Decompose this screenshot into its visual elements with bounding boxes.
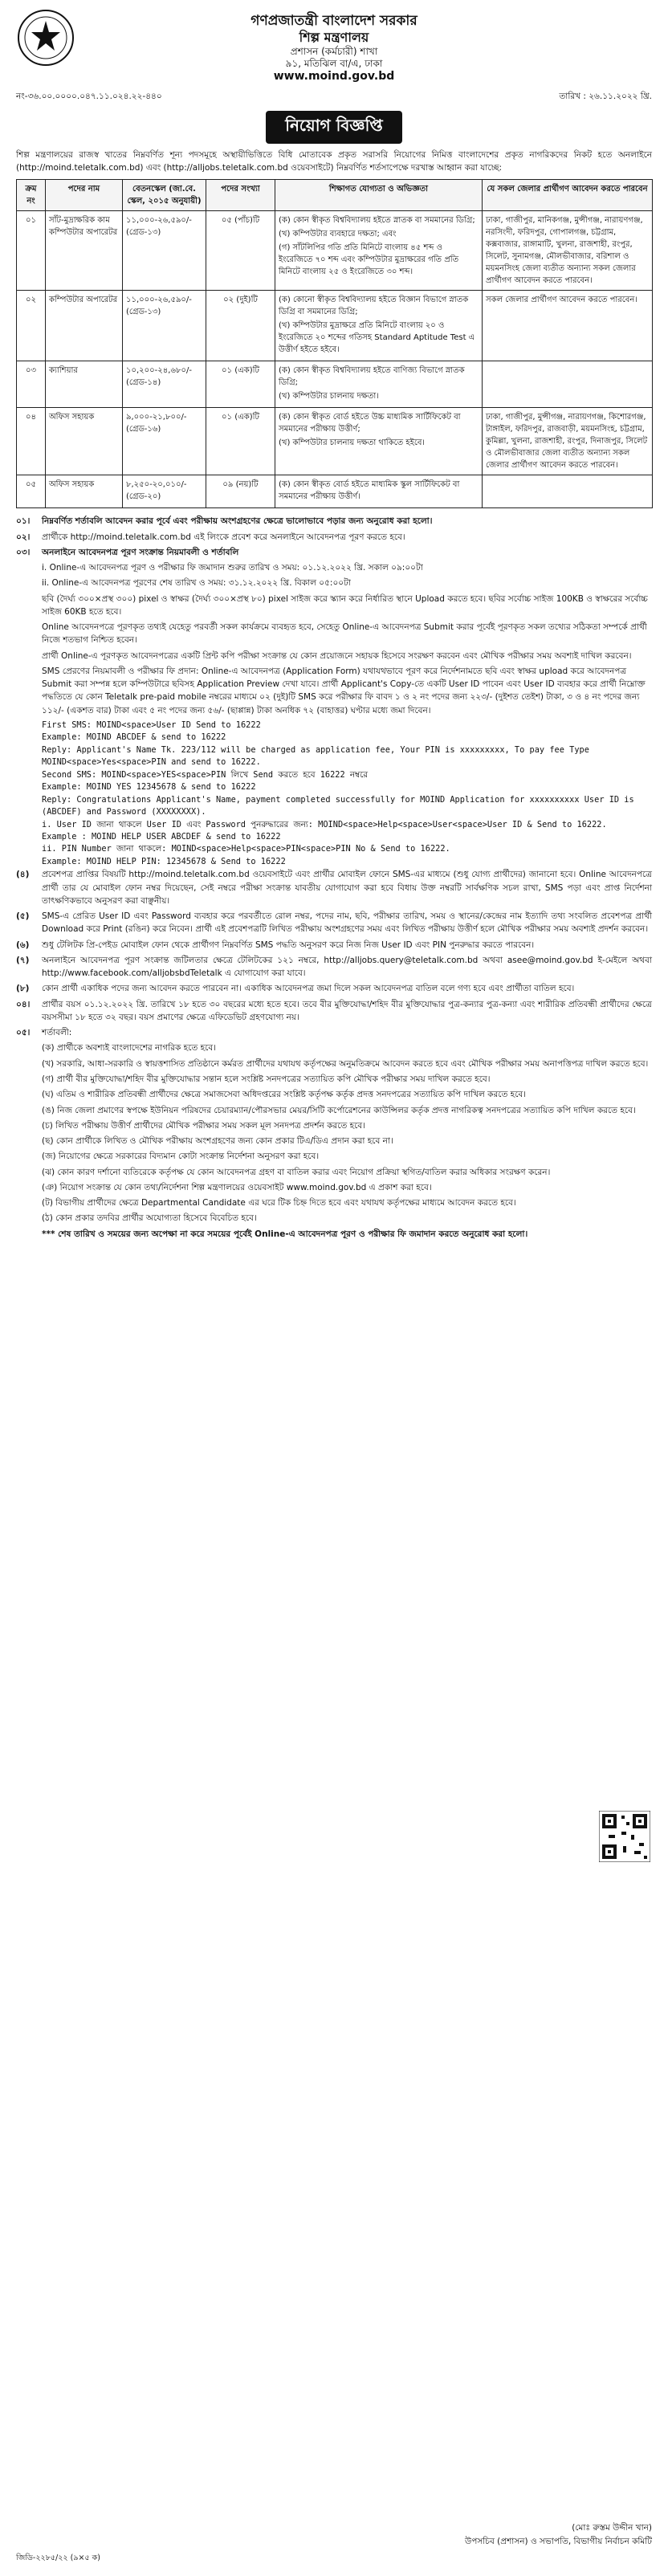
instruction-item: i. Online-এ আবেদনপত্র পূরণ ও পরীক্ষার ফি জমাদান শুরুর তারিখ ও সময়: ০১.১২.২০২২ খ্রি. সকাল ০৯:০০টা xyxy=(42,563,423,573)
qualification-item: (খ) কম্পিউটার চালনায় দক্ষতা থাকিতে হইবে। xyxy=(279,438,425,448)
sms-example: Example: MOIND YES 12345678 & send to 16222 xyxy=(42,782,256,793)
term-item: (গ) প্রার্থী বীর মুক্তিযোদ্ধা/শহিদ বীর মুক্তিযোদ্ধার সন্তান হলে সংশ্লিষ্ট সনদপত্রের সত্যায়িত কপি মৌখিক পরীক্ষার সময় দাখিল করতে হবে। xyxy=(42,1074,491,1084)
qualification-item: (ক) কোন স্বীকৃত বোর্ড হইতে মাধ্যমিক স্কুল সার্টিফিকেট বা সমমানের পরীক্ষায় উত্তীর্ণ। xyxy=(279,480,460,502)
qualification-item: (ক) কোন স্বীকৃত বিশ্ববিদ্যালয় হইতে স্নাতক বা সমমানের ডিগ্রি; xyxy=(279,216,475,226)
eligible-districts-cell xyxy=(483,361,653,408)
website-link[interactable]: www.moind.gov.bd xyxy=(273,70,395,84)
sms-example: Example : MOIND HELP USER ABCDEF & send to 16222 xyxy=(42,831,281,842)
item-text: শুধু টেলিটক প্রি-পেইড মোবাইল ফোন থেকে প্রার্থীগণ নিম্নবর্ণিত SMS পদ্ধতি অনুসরণ করে নিজ নিজ User ID এবং PIN পুনরুদ্ধার করতে পারবেন। xyxy=(42,940,535,950)
item-number: ০৫। xyxy=(16,1028,31,1038)
condition-row xyxy=(16,1026,652,1039)
item-number: (৪) xyxy=(16,870,30,880)
column-header: বেতনস্কেল (জা.বে. স্কেল, ২০১৫ অনুযায়ী) xyxy=(123,180,206,211)
section-number: ০৩। xyxy=(16,547,31,557)
condition-row xyxy=(16,998,652,1025)
note-row xyxy=(16,982,652,995)
branch-name: প্রশাসন (কর্মচারী) শাখা xyxy=(290,46,378,58)
note-row xyxy=(16,954,652,980)
instruction-item: ii. Online-এ আবেদনপত্র পূরণের শেষ তারিখ ও সময়: ৩১.১২.২০২২ খ্রি. বিকাল ০৫:০০টা xyxy=(42,578,351,589)
term-item: (খ) সরকারি, আধা-সরকারি ও স্বায়ত্তশাসিত প্রতিষ্ঠানে কর্মরত প্রার্থীদের যথাযথ কর্তৃপক্ষের অনুমতিক্রমে আবেদন করতে হবে এবং মৌখিক পরীক্ষার সময় অনাপত্তিপত্র দাখিল করতে হবে। xyxy=(42,1058,649,1069)
signatory-name: (মোঃ রুস্তম উদ্দীন খান) xyxy=(572,2523,652,2533)
qualification-item: (ক) কোনো স্বীকৃত বিশ্ববিদ্যালয় হইতে বিজ্ঞান বিভাগে স্নাতক ডিগ্রি বা সমমানের ডিগ্রি; xyxy=(279,296,469,317)
notice-title xyxy=(16,111,652,144)
address: ৯১, মতিঝিল বা/এ, ঢাকা xyxy=(285,58,383,70)
note-row xyxy=(16,939,652,952)
serial-cell: ০১ xyxy=(17,211,46,291)
term-item: (ছ) কোন প্রার্থীকে লিখিত ও মৌখিক পরীক্ষায় অংশগ্রহণের জন্য কোন প্রকার টিএ/ডিএ প্রদান করা হবে না। xyxy=(42,1136,393,1147)
term-item: (চ) লিখিত পরীক্ষায় উত্তীর্ণ প্রার্থীদের মৌখিক পরীক্ষার সময় সকল মূল সনদপত্র প্রদর্শন করতে হবে। xyxy=(42,1120,365,1131)
notice-date: তারিখ : ২৬.১১.২০২২ খ্রি. xyxy=(559,91,652,101)
qualification-item: (ক) কোন স্বীকৃত বোর্ড হইতে উচ্চ মাধ্যমিক সার্টিফিকেট বা সমমানের পরীক্ষায় উত্তীর্ণ; xyxy=(279,413,461,434)
section-row xyxy=(16,515,652,528)
sms-example: Reply: Congratulations Applicant's Name, payment completed successfully for MOIND Application for xxxxxxxxxx User ID is (ABCDEF) and Password (XXXXXXXX). xyxy=(42,794,634,817)
item-text: শর্তাবলী: xyxy=(42,1028,72,1038)
item-text: কোন প্রার্থী একাধিক পদের জন্য আবেদন করতে পারবেন না। একাধিক আবেদনপত্র জমা দিলে সকল আবেদনপত্র বাতিল বলে গণ্য হবে এবং প্রার্থীতা বাতিল হবে। xyxy=(42,984,575,994)
instruction-item: SMS প্রেরণের নিয়মাবলী ও পরীক্ষার ফি প্রদান: Online-এ আবেদনপত্র (Application Form) যথাযথভাবে পূরণ করে নির্দেশনামতে ছবি এবং স্বাক্ষর upload করে আবেদনপত্র Submit করা সম্পন্ন হলে কম্পিউটারে ছবিসহ Application Preview দেখা যাবে। প্রার্থী Applicant's Copy-তে একটি User ID পাবেন এবং User ID ব্যবহার করে প্রার্থী নিম্নোক্ত পদ্ধতিতে যে কোন Teletalk pre-paid mobile নম্বরের মাধ্যমে ০২ (দুই)টি SMS করে পরীক্ষার ফি বাবদ ১ ও ২ নং পদের জন্য ২২৩/- (দুইশত তেইশ) টাকা, ৩ ও ৪ নং পদের জন্য ১১২/- (একশত বার) টাকা এবং ৫ নং পদের জন্য ৫৬/- (ছাপ্পান্ন) টাকা অনধিক ৭২ (বাহাত্তর) ঘণ্টার মধ্যে জমা দিবেন। xyxy=(42,666,646,715)
signature-block xyxy=(16,2522,652,2550)
section-number: ০২। xyxy=(16,532,31,542)
sms-example: i. User ID জানা থাকলে User ID এবং Password পুনরুদ্ধারের জন্য: MOIND<space>Help<space>User<space>User ID & Send to 16222. xyxy=(42,819,607,829)
section-text: অনলাইনে আবেদনপত্র পূরণ সংক্রান্ত নিয়মাবলী ও শর্তাবলি xyxy=(42,547,239,557)
section-row xyxy=(16,531,652,544)
term-item: (ঙ) নিজ জেলা প্রমাণের স্বপক্ষে ইউনিয়ন পরিষদের চেয়ারম্যান/পৌরসভার মেয়র/সিটি কর্পোরেশনের কাউন্সিলর কর্তৃক প্রদত্ত নাগরিকত্ব সনদপত্রের সত্যায়িত কপি দাখিল করতে হবে। xyxy=(42,1105,636,1115)
pay-scale-cell: ৮,২৫০-২০,০১০/- (গ্রেড-২০) xyxy=(123,475,206,508)
qualification-item: (খ) কম্পিউটার চালনায় দক্ষতা। xyxy=(279,392,379,401)
serial-cell: ০২ xyxy=(17,291,46,361)
serial-cell: ০৪ xyxy=(17,408,46,475)
qualification-cell xyxy=(275,291,483,361)
post-count-cell: ০১ (এক)টি xyxy=(206,408,275,475)
table-row xyxy=(17,211,653,291)
pay-scale-cell: ১০,২০০-২৪,৬৮০/- (গ্রেড-১৪) xyxy=(123,361,206,408)
instructions-section xyxy=(16,515,652,1241)
item-text: অনলাইনে আবেদনপত্র পূরণ সংক্রান্ত জটিলতার ক্ষেত্রে টেলিটকের ১২১ নম্বরে, http://alljobs.query@teletalk.com.bd অথবা asee@moind.gov.bd ই-মেইলে অথবা http://www.facebook.com/alljobsbdTeletalk এ যোগাযোগ করা যাবে। xyxy=(42,955,652,979)
table-row xyxy=(17,291,653,361)
section-number: ০১। xyxy=(16,516,31,527)
term-item: (ট) বিভাগীয় প্রার্থীদের ক্ষেত্রে Departmental Candidate এর ঘরে টিক চিহ্ন দিতে হবে এবং যথাযথ কর্তৃপক্ষের মাধ্যমে আবেদন করতে হবে। xyxy=(42,1198,516,1209)
sms-example: Second SMS: MOIND<space>YES<space>PIN লিখে Send করতে হবে 16222 নম্বরে xyxy=(42,769,368,780)
post-name-cell: অফিস সহায়ক xyxy=(46,408,123,475)
qualification-cell xyxy=(275,211,483,291)
instruction-item: Online আবেদনপত্রে পূরণকৃত তথ্যই যেহেতু পরবর্তী সকল কার্যক্রমে ব্যবহৃত হবে, সেহেতু Online-এ আবেদনপত্র Submit করার পূর্বেই পূরণকৃত সকল তথ্যের সঠিকতা সম্পর্কে প্রার্থী নিজে শতভাগ নিশ্চিত হবেন। xyxy=(42,622,647,646)
item-number: (৮) xyxy=(16,984,30,994)
note-row xyxy=(16,910,652,936)
column-header: যে সকল জেলার প্রার্থীগণ আবেদন করতে পারবেন xyxy=(483,180,653,211)
column-header: ক্রম নং xyxy=(17,180,46,211)
column-header: পদের সংখ্যা xyxy=(206,180,275,211)
item-text: প্রবেশপত্র প্রাপ্তির বিষয়টি http://moind.teletalk.com.bd ওয়েবসাইটে এবং প্রার্থীর মোবাইল ফোনে SMS-এর মাধ্যমে (শুধু যোগ্য প্রার্থীদের) জানানো হবে। Online আবেদনপত্রে প্রার্থী তার যে মোবাইল ফোন নম্বর দিয়েছেন, সেই নম্বরে পরীক্ষা সংক্রান্ত যাবতীয় যোগাযোগ করা হবে বিধায় উক্ত নম্বরটি সার্বক্ষণিক সচল রাখা, SMS পড়া এবং প্রাপ্ত নির্দেশনা তাৎক্ষণিকভাবে অনুসরণ করা বাঞ্ছনীয়। xyxy=(42,870,652,906)
term-item: (ঘ) এতিম ও শারীরিক প্রতিবন্ধী প্রার্থীদের ক্ষেত্রে সমাজসেবা অধিদপ্তরের সংশ্লিষ্ট কর্তৃপক্ষ কর্তৃক প্রদত্ত সনদপত্রের সত্যায়িত কপি দাখিল করতে হবে। xyxy=(42,1090,527,1100)
qualification-cell xyxy=(275,361,483,408)
terms-list xyxy=(16,1041,652,1225)
qualification-cell xyxy=(275,475,483,508)
notice-header xyxy=(16,13,652,84)
notice-title-text: নিয়োগ বিজ্ঞপ্তি xyxy=(266,111,402,144)
qr-code-icon xyxy=(599,1811,650,1862)
final-note: *** শেষ তারিখ ও সময়ের জন্য অপেক্ষা না করে সময়ের পূর্বেই Online-এ আবেদনপত্র পূরণ ও পরীক্ষার ফি জমাদান করতে অনুরোধ করা হলো। xyxy=(42,1229,528,1239)
term-item: (ঝ) কোন কারণ দর্শানো ব্যতিরেকে কর্তৃপক্ষ যে কোন আবেদনপত্র গ্রহণ বা বাতিল করার এবং নিয়োগ প্রক্রিয়া স্থগিত/বাতিল করার অধিকার সংরক্ষণ করেন। xyxy=(42,1167,551,1177)
term-item: (ক) প্রার্থীকে অবশ্যই বাংলাদেশের নাগরিক হতে হবে। xyxy=(42,1043,216,1054)
pay-scale-cell: ১১,০০০-২৬,৫৯০/- (গ্রেড-১৩) xyxy=(123,291,206,361)
qualification-cell xyxy=(275,408,483,475)
item-number: (৬) xyxy=(16,940,30,950)
eligible-districts-cell xyxy=(483,475,653,508)
term-item: (ঞ) নিয়োগ সংক্রান্ত যে কোন তথ্য/নির্দেশনা শিল্প মন্ত্রণালয়ের ওয়েবসাইট www.moind.gov.bd এ প্রকাশ করা হবে। xyxy=(42,1182,432,1192)
signatory-designation: উপসচিব (প্রশাসন) ও সভাপতি, বিভাগীয় নির্বাচন কমিটি xyxy=(465,2537,652,2546)
post-name-cell: সাঁট-মুদ্রাক্ষরিক কাম কম্পিউটার অপারেটর xyxy=(46,211,123,291)
term-item: (জ) নিয়োগের ক্ষেত্রে সরকারের বিদ্যমান কোটা সংক্রান্ত নির্দেশনা অনুসরণ করা হবে। xyxy=(42,1151,320,1162)
item-number: ০৪। xyxy=(16,999,31,1009)
instruction-list xyxy=(16,561,652,717)
eligible-districts-cell: ঢাকা, গাজীপুর, মানিকগঞ্জ, মুন্সীগঞ্জ, নারায়ণগঞ্জ, নরসিংদী, ফরিদপুর, গোপালগঞ্জ, চট্টগ্রাম, কক্সবাজার, রাঙ্গামাটি, খুলনা, রাজশাহী, রংপুর, সিলেট, সুনামগঞ্জ, মৌলভীবাজার, বরিশাল ও ময়মনসিংহ জেলা ব্যতীত অন্যান্য সকল জেলার প্রার্থীগণ আবেদন করতে পারবেন। xyxy=(483,211,653,291)
qualification-item: (ক) কোন স্বীকৃত বিশ্ববিদ্যালয় হইতে বাণিজ্য বিভাগে স্নাতক ডিগ্রি; xyxy=(279,366,465,388)
post-name-cell: অফিস সহায়ক xyxy=(46,475,123,508)
section-text: নিম্নবর্ণিত শর্তাবলি আবেদন করার পূর্বে এবং পরীক্ষায় অংশগ্রহণের ক্ষেত্রে ভালোভাবে পড়ার জন্য অনুরোধ করা হলো। xyxy=(42,516,433,527)
post-name-cell: কম্পিউটার অপারেটর xyxy=(46,291,123,361)
term-item: (ঠ) কোন প্রকার তদবির প্রার্থীর অযোগ্যতা হিসেবে বিবেচিত হবে। xyxy=(42,1213,257,1224)
item-number: (৭) xyxy=(16,955,30,965)
government-emblem-icon xyxy=(16,8,75,67)
sms-example: Example: MOIND HELP PIN: 12345678 & Send to 16222 xyxy=(42,856,286,866)
note-row xyxy=(16,868,652,907)
posts-table xyxy=(16,179,653,508)
post-name-cell: ক্যাশিয়ার xyxy=(46,361,123,408)
pay-scale-cell: ১১,০০০-২৬,৫৯০/- (গ্রেড-১৩) xyxy=(123,211,206,291)
instruction-item: প্রার্থী Online-এ পূরণকৃত আবেদনপত্রের একটি প্রিন্ট কপি পরীক্ষা সংক্রান্ত যে কোন প্রয়োজনে সহায়ক হিসেবে সংরক্ষণ করবেন এবং মৌখিক পরীক্ষার সময় অবশ্যই দাখিল করবেন। xyxy=(42,650,632,661)
post-count-cell: ০১ (এক)টি xyxy=(206,361,275,408)
qualification-item: (গ) সাঁটলিপির গতি প্রতি মিনিটে বাংলায় ৪৫ শব্দ ও ইংরেজিতে ৭০ শব্দ এবং কম্পিউটার মুদ্রাক্ষরের গতি প্রতি মিনিটে বাংলায় ২৫ ও ইংরেজিতে ৩০ শব্দ। xyxy=(279,243,459,277)
post-count-cell: ০৯ (নয়)টি xyxy=(206,475,275,508)
pay-scale-cell: ৯,০০০-২১,৮০০/- (গ্রেড-১৬) xyxy=(123,408,206,475)
item-text: SMS-এ প্রেরিত User ID এবং Password ব্যবহার করে পরবর্তীতে রোল নম্বর, পদের নাম, ছবি, পরীক্ষার তারিখ, সময় ও স্থানের/কেন্দ্রের নাম ইত্যাদি তথ্য সংবলিত প্রবেশপত্র প্রার্থী Download করে Print (রঙিন) করে নিবেন। প্রার্থী এই প্রবেশপত্রটি লিখিত পরীক্ষায় অংশগ্রহণের সময় এবং লিখিত পরীক্ষায় উত্তীর্ণ হলে মৌখিক পরীক্ষার সময় অবশ্যই প্রদর্শন করবেন। xyxy=(42,911,652,935)
footer xyxy=(16,2522,652,2565)
table-row xyxy=(17,361,653,408)
qualification-item: (খ) কম্পিউটার ব্যবহারে দক্ষতা; এবং xyxy=(279,230,397,239)
instruction-item: ছবি (দৈর্ঘ্য ৩০০×প্রস্থ ৩০০) pixel ও স্বাক্ষর (দৈর্ঘ্য ৩০০×প্রস্থ ৮০) pixel সাইজ করে স্ক্যান করে নির্ধারিত স্থানে Upload করতে হবে। ছবির সর্বোচ্চ সাইজ 100KB ও স্বাক্ষরের সর্বোচ্চ সাইজ 60KB হতে হবে। xyxy=(42,593,648,617)
ministry-name: শিল্প মন্ত্রণালয় xyxy=(299,30,369,46)
table-row xyxy=(17,408,653,475)
column-header: পদের নাম xyxy=(46,180,123,211)
table-row xyxy=(17,475,653,508)
section-text: প্রার্থীকে http://moind.teletalk.com.bd এই লিংকে প্রবেশ করে অনলাইনে আবেদনপত্র পূরণ করতে হবে। xyxy=(42,532,405,542)
item-number: (৫) xyxy=(16,911,30,922)
post-count-cell: ০৫ (পাঁচ)টি xyxy=(206,211,275,291)
eligible-districts-cell: সকল জেলার প্রার্থীগণ আবেদন করতে পারবেন। xyxy=(483,291,653,361)
qualification-item: (খ) কম্পিউটার মুদ্রাক্ষরে প্রতি মিনিটে বাংলায় ২০ ও ইংরেজিতে ২০ শব্দের গতিসহ Standard Aptitude Test এ উত্তীর্ণ হইতে হইবে। xyxy=(279,321,475,355)
eligible-districts-cell: ঢাকা, গাজীপুর, মুন্সীগঞ্জ, নারায়ণগঞ্জ, কিশোরগঞ্জ, টাঙ্গাইল, ফরিদপুর, রাজবাড়ী, ময়মনসিংহ, চট্টগ্রাম, কুমিল্লা, খুলনা, রাজশাহী, রংপুর, দিনাজপুর, সিলেট ও মৌলভীবাজার জেলা ব্যতীত অন্যান্য সকল জেলার প্রার্থীগণ আবেদন করতে পারবেন। xyxy=(483,408,653,475)
sms-example: ii. PIN Number জানা থাকলে: MOIND<space>Help<space>PIN<space>PIN No & Send to 16222. xyxy=(42,844,450,854)
notes-list xyxy=(16,868,652,995)
sms-example: First SMS: MOIND<space>User ID Send to 16222 xyxy=(42,720,261,730)
serial-cell: ০৩ xyxy=(17,361,46,408)
reference-row xyxy=(16,91,652,104)
section-row xyxy=(16,546,652,559)
memo-number: নং-৩৬.০০.০০০০.০৪৭.১১.০২৪.২২-৪৪০ xyxy=(16,91,162,101)
intro-paragraph: শিল্প মন্ত্রণালয়ের রাজস্ব খাতের নিম্নবর্ণিত শূন্য পদসমূহে অস্থায়ীভিত্তিতে বিধি মোতাবেক প্রকৃত সরাসরি নিয়োগের নিমিত্ত বাংলাদেশের প্রকৃত নাগরিকদের নিকট হতে অনলাইনে (http://moind.teletalk.com.bd) এবং (http://alljobs.teletalk.com.bd ওয়েবসাইটে) নিম্নবর্ণিত শর্তসাপেক্ষে দরখাস্ত আহ্বান করা যাচ্ছে: xyxy=(16,149,652,173)
table-header-row xyxy=(17,180,653,211)
government-name: গণপ্রজাতন্ত্রী বাংলাদেশ সরকার xyxy=(250,13,418,29)
column-header: শিক্ষাগত যোগ্যতা ও অভিজ্ঞতা xyxy=(275,180,483,211)
post-count-cell: ০২ (দুই)টি xyxy=(206,291,275,361)
sms-example: Example: MOIND ABCDEF & send to 16222 xyxy=(42,732,226,743)
conditions-list xyxy=(16,998,652,1040)
footer-code: জিডি-২২৮৫/২২ (৯×৫ ক) xyxy=(16,2554,100,2562)
serial-cell: ০৫ xyxy=(17,475,46,508)
item-text: প্রার্থীর বয়স ০১.১২.২০২২ খ্রি. তারিখে ১৮ হতে ৩০ বছরের মধ্যে হতে হবে। তবে বীর মুক্তিযোদ্ধা/শহিদ বীর মুক্তিযোদ্ধার পুত্র-কন্যার পুত্র-কন্যা এবং শারীরিক প্রতিবন্ধী প্রার্থীদের ক্ষেত্রে বয়সসীমা ১৮ হতে ৩২ বছর। বয়স প্রমাণের ক্ষেত্রে এফিডেভিট গ্রহণযোগ্য নয়। xyxy=(42,999,652,1022)
sms-example-list xyxy=(16,719,652,868)
sms-example: Reply: Applicant's Name Tk. 223/112 will be charged as application fee, Your PIN is xxxxxxxxx, To pay fee Type MOIND<space>Yes<space>PIN and send to 16222. xyxy=(42,744,589,768)
